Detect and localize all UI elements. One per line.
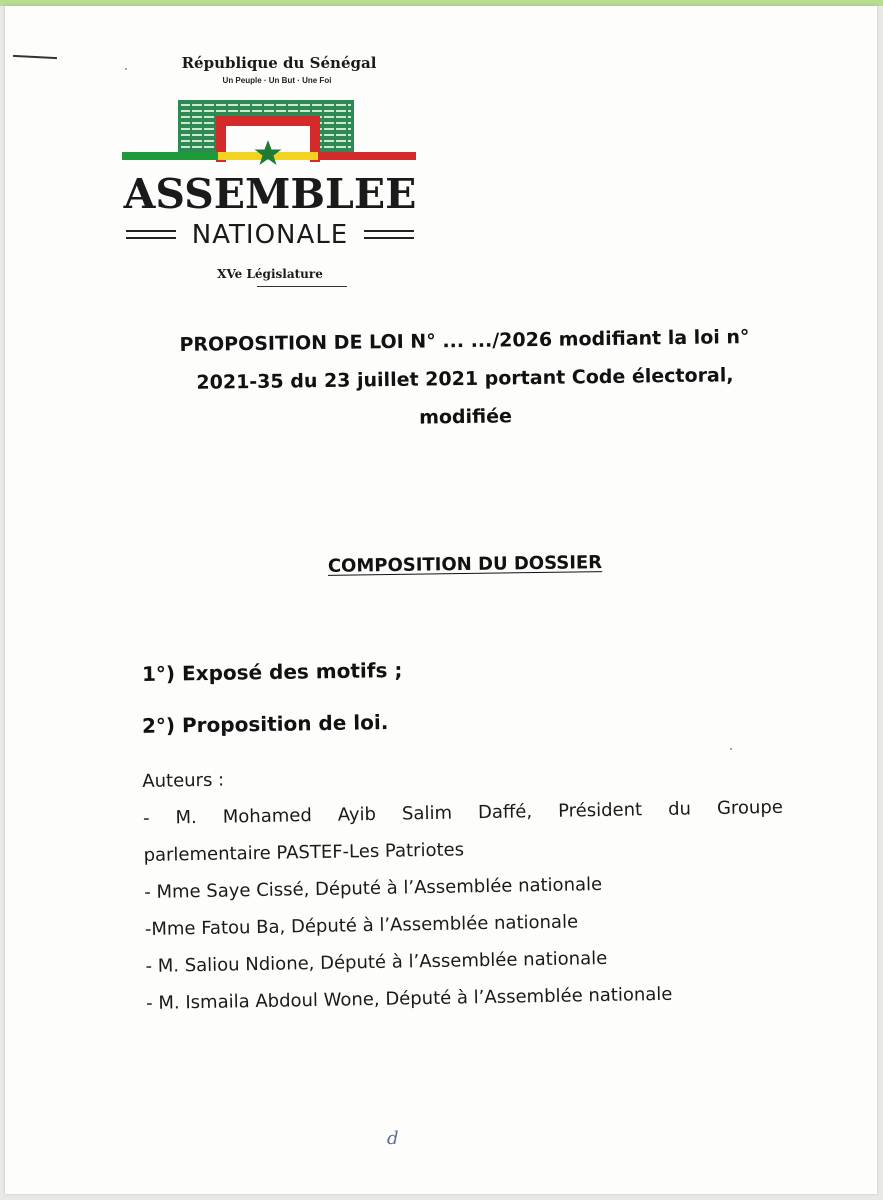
- author-line: -Mme Fatou Ba, Député à l’Assemblée nationale: [144, 911, 579, 940]
- logo-dash: [126, 230, 176, 232]
- dossier-item: 2°) Proposition de loi.: [141, 710, 389, 738]
- authors-block: [142, 752, 796, 1022]
- logo-legislature: XVe Législature: [217, 267, 323, 281]
- author-line: - Mme Saye Cissé, Député à l’Assemblée nationale: [144, 873, 603, 903]
- handwritten-initial: d: [387, 1128, 399, 1149]
- logo-title-assemblee: ASSEMBLEE: [123, 170, 417, 218]
- author-line: - M. Saliou Ndione, Député à l’Assemblée nationale: [145, 947, 608, 977]
- author-line: - M. Ismaila Abdoul Wone, Député à l’Assemblée nationale: [146, 983, 673, 1014]
- logo-dash: [126, 237, 176, 239]
- parliament-building-icon: [120, 94, 420, 174]
- dossier-item: 1°) Exposé des motifs ;: [141, 657, 403, 687]
- logo-title-nationale: NATIONALE: [191, 220, 349, 250]
- logo-title-row: [120, 220, 420, 254]
- logo-underline: [257, 286, 347, 287]
- composition-title: COMPOSITION DU DOSSIER: [327, 552, 603, 577]
- authors-label: Auteurs :: [142, 769, 225, 792]
- pen-mark: [13, 55, 57, 59]
- author-line-cont: parlementaire PASTEF-Les Patriotes: [143, 839, 465, 866]
- logo-republic-text: République du Sénégal: [181, 54, 377, 72]
- heading-line-2: 2021-35 du 23 juillet 2021 portant Code électoral,: [196, 364, 734, 394]
- logo-dash: [364, 237, 414, 239]
- logo-motto: Un Peuple · Un But · Une Foi: [222, 76, 332, 85]
- heading-line-3: modifiée: [418, 405, 513, 429]
- assemblee-nationale-logo: [120, 50, 420, 295]
- author-line: - M. Mohamed Ayib Salim Daffé, Président du Groupe: [142, 796, 784, 829]
- document-heading: [134, 317, 796, 440]
- document-page: [5, 6, 877, 1194]
- heading-line-1: PROPOSITION DE LOI N° ... .../2026 modifiant la loi n°: [179, 326, 750, 356]
- speck: [730, 748, 732, 750]
- logo-dash: [364, 230, 414, 232]
